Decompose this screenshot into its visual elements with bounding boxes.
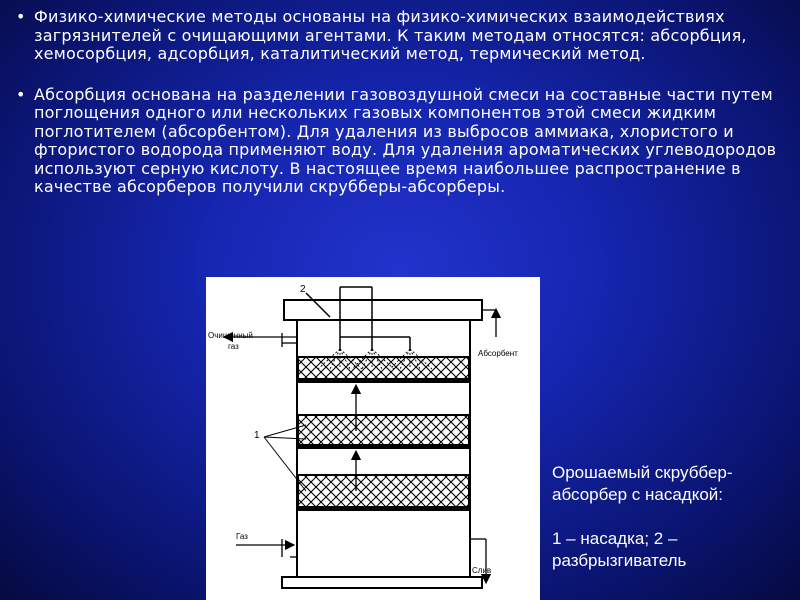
label-absorbent: Абсорбент (478, 349, 518, 358)
column-bottom-cap (282, 577, 482, 588)
packing-layer-2 (298, 415, 469, 445)
absorbent-inlet (482, 310, 496, 337)
caption-line: разбрызгиватель (552, 551, 687, 570)
bullet-marker: • (16, 84, 26, 104)
label-drain: Слив (472, 566, 492, 575)
label-2: 2 (300, 284, 306, 295)
scrubber-diagram (206, 277, 540, 600)
bullet-text: Абсорбция основана на разделении газовоздушной смеси на составные части путем поглощения одного или нескольких газовых компонентов этой смеси жидким поглотителем (абсорбентом). Для удаления из выбросов аммиака, хлористого и фтористого водорода применяют воду. Для удаления ароматических углеводородов используют серную кислоту. В настоящее время наибольшее распространение в качестве абсорберов получили скрубберы-абсорберы. (34, 84, 777, 196)
label-1: 1 (254, 430, 260, 441)
caption-line: абсорбер с насадкой: (552, 485, 724, 504)
bullet-item-physico-chemical (10, 8, 790, 64)
column-top-cap (284, 300, 482, 320)
label-clean-gas-2: газ (228, 342, 239, 351)
label-clean-gas: Очищенный (208, 331, 253, 340)
bullet-text: Физико-химические методы основаны на физико-химических взаимодействиях загрязнителей с очищающими агентами. К таким методам относятся: абсорбция, хемосорбция, адсорбция, каталитический метод, термический метод. (34, 7, 747, 63)
bullet-list (10, 8, 790, 197)
label-gas: Газ (236, 532, 248, 541)
packing-layer-3 (298, 475, 469, 507)
bullet-item-absorption (10, 86, 790, 197)
bullet-marker: • (16, 7, 26, 26)
packing-layer-1 (298, 357, 469, 379)
caption-line: 1 – насадка; 2 – (552, 529, 678, 548)
figure-caption (552, 462, 792, 572)
caption-line: Орошаемый скруббер- (552, 463, 733, 482)
gas-inlet (236, 539, 297, 557)
